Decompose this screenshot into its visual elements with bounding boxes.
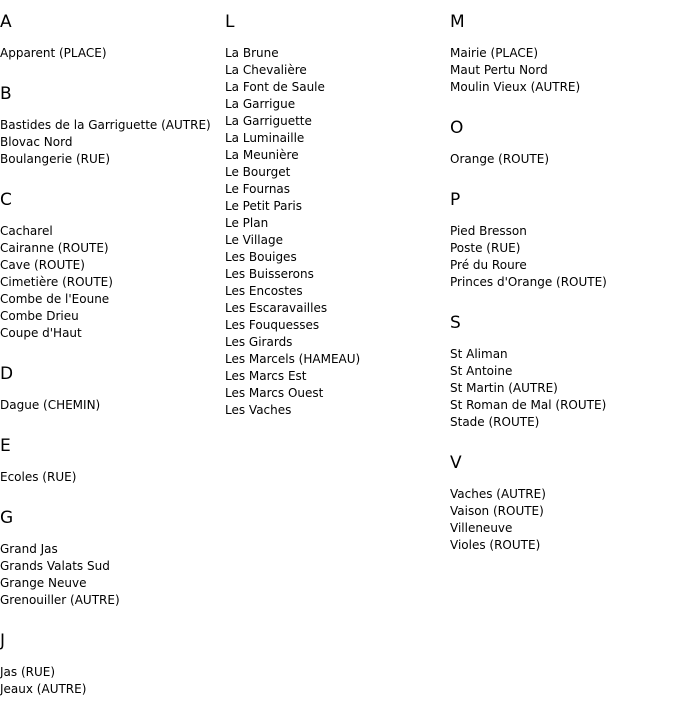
letter-heading: S <box>450 313 461 333</box>
street-entry[interactable]: Vaison (ROUTE) <box>450 504 544 518</box>
letter-heading: O <box>450 118 464 138</box>
letter-heading: J <box>0 631 6 651</box>
letter-heading: P <box>450 190 461 210</box>
letter-group <box>0 84 220 168</box>
letter-heading: L <box>225 12 235 32</box>
letter-heading: D <box>0 364 14 384</box>
letter-group <box>450 118 670 168</box>
street-entry[interactable]: La Garriguette <box>225 114 312 128</box>
street-entry[interactable]: Le Petit Paris <box>225 199 302 213</box>
letter-group <box>450 453 670 554</box>
street-entry[interactable]: Les Escaravailles <box>225 301 328 315</box>
street-entry[interactable]: Stade (ROUTE) <box>450 415 540 429</box>
street-entry[interactable]: Combe de l'Eoune <box>0 292 110 306</box>
letter-heading: M <box>450 12 465 32</box>
street-entry[interactable]: Les Fouquesses <box>225 318 320 332</box>
street-entry[interactable]: Les Marcs Ouest <box>225 386 324 400</box>
letter-group <box>450 190 670 291</box>
letter-heading: C <box>0 190 12 210</box>
street-entry[interactable]: Cacharel <box>0 224 53 238</box>
street-entry[interactable]: Jas (RUE) <box>0 665 56 679</box>
letter-group <box>0 508 220 609</box>
street-entry[interactable]: La Chevalière <box>225 63 307 77</box>
letter-heading: A <box>0 12 12 32</box>
street-entry[interactable]: La Garrigue <box>225 97 296 111</box>
street-entry[interactable]: Ecoles (RUE) <box>0 470 77 484</box>
street-entry[interactable]: Grenouiller (AUTRE) <box>0 593 120 607</box>
street-entry[interactable]: Les Vaches <box>225 403 292 417</box>
letter-heading: V <box>450 453 462 473</box>
street-entry[interactable]: Poste (RUE) <box>450 241 521 255</box>
street-entry[interactable]: Grand Jas <box>0 542 58 556</box>
street-entry[interactable]: St Martin (AUTRE) <box>450 381 558 395</box>
entry-list <box>0 664 220 698</box>
street-entry[interactable]: Mairie (PLACE) <box>450 46 539 60</box>
index-column <box>0 0 220 698</box>
street-entry[interactable]: Jeaux (AUTRE) <box>0 682 87 696</box>
street-entry[interactable]: Les Bouiges <box>225 250 297 264</box>
entry-list <box>0 45 220 62</box>
letter-group <box>450 313 670 431</box>
entry-list <box>0 469 220 486</box>
street-entry[interactable]: St Roman de Mal (ROUTE) <box>450 398 607 412</box>
entry-list <box>0 117 220 168</box>
street-entry[interactable]: Maut Pertu Nord <box>450 63 548 77</box>
entry-list <box>450 45 670 96</box>
street-entry[interactable]: Le Plan <box>225 216 269 230</box>
street-entry[interactable]: Le Fournas <box>225 182 291 196</box>
street-entry[interactable]: Les Encostes <box>225 284 303 298</box>
street-entry[interactable]: Blovac Nord <box>0 135 73 149</box>
street-entry[interactable]: Le Bourget <box>225 165 291 179</box>
entry-list <box>0 397 220 414</box>
street-entry[interactable]: Cimetière (ROUTE) <box>0 275 113 289</box>
letter-heading: G <box>0 508 14 528</box>
entry-list <box>450 151 670 168</box>
street-entry[interactable]: Princes d'Orange (ROUTE) <box>450 275 607 289</box>
street-entry[interactable]: Boulangerie (RUE) <box>0 152 111 166</box>
street-entry[interactable]: Cairanne (ROUTE) <box>0 241 109 255</box>
letter-group <box>225 12 445 419</box>
street-entry[interactable]: St Antoine <box>450 364 513 378</box>
entry-list <box>225 45 445 419</box>
index-column <box>450 0 670 554</box>
entry-list <box>450 346 670 431</box>
street-entry[interactable]: Pied Bresson <box>450 224 527 238</box>
street-entry[interactable]: Grange Neuve <box>0 576 87 590</box>
street-entry[interactable]: Coupe d'Haut <box>0 326 82 340</box>
street-entry[interactable]: Vaches (AUTRE) <box>450 487 546 501</box>
letter-group <box>0 190 220 342</box>
letter-heading: B <box>0 84 12 104</box>
street-entry[interactable]: Cave (ROUTE) <box>0 258 85 272</box>
street-entry[interactable]: Apparent (PLACE) <box>0 46 107 60</box>
street-entry[interactable]: La Brune <box>225 46 279 60</box>
street-entry[interactable]: Violes (ROUTE) <box>450 538 541 552</box>
index-column <box>225 0 445 419</box>
street-entry[interactable]: Villeneuve <box>450 521 513 535</box>
street-entry[interactable]: Combe Drieu <box>0 309 79 323</box>
street-entry[interactable]: Orange (ROUTE) <box>450 152 549 166</box>
street-entry[interactable]: Pré du Roure <box>450 258 527 272</box>
street-entry[interactable]: La Luminaille <box>225 131 305 145</box>
street-entry[interactable]: Grands Valats Sud <box>0 559 110 573</box>
street-entry[interactable]: Moulin Vieux (AUTRE) <box>450 80 581 94</box>
street-entry[interactable]: Les Girards <box>225 335 293 349</box>
letter-group <box>0 12 220 62</box>
street-entry[interactable]: Dague (CHEMIN) <box>0 398 101 412</box>
street-entry[interactable]: Le Village <box>225 233 283 247</box>
street-entry[interactable]: Bastides de la Garriguette (AUTRE) <box>0 118 211 132</box>
street-entry[interactable]: La Font de Saule <box>225 80 325 94</box>
street-entry[interactable]: La Meunière <box>225 148 299 162</box>
letter-group <box>0 631 220 698</box>
street-entry[interactable]: Les Marcels (HAMEAU) <box>225 352 361 366</box>
letter-heading: E <box>0 436 11 456</box>
street-entry[interactable]: St Aliman <box>450 347 508 361</box>
letter-group <box>450 12 670 96</box>
street-entry[interactable]: Les Buisserons <box>225 267 314 281</box>
letter-group <box>0 364 220 414</box>
street-entry[interactable]: Les Marcs Est <box>225 369 307 383</box>
letter-group <box>0 436 220 486</box>
entry-list <box>450 486 670 554</box>
entry-list <box>0 223 220 342</box>
entry-list <box>450 223 670 291</box>
entry-list <box>0 541 220 609</box>
